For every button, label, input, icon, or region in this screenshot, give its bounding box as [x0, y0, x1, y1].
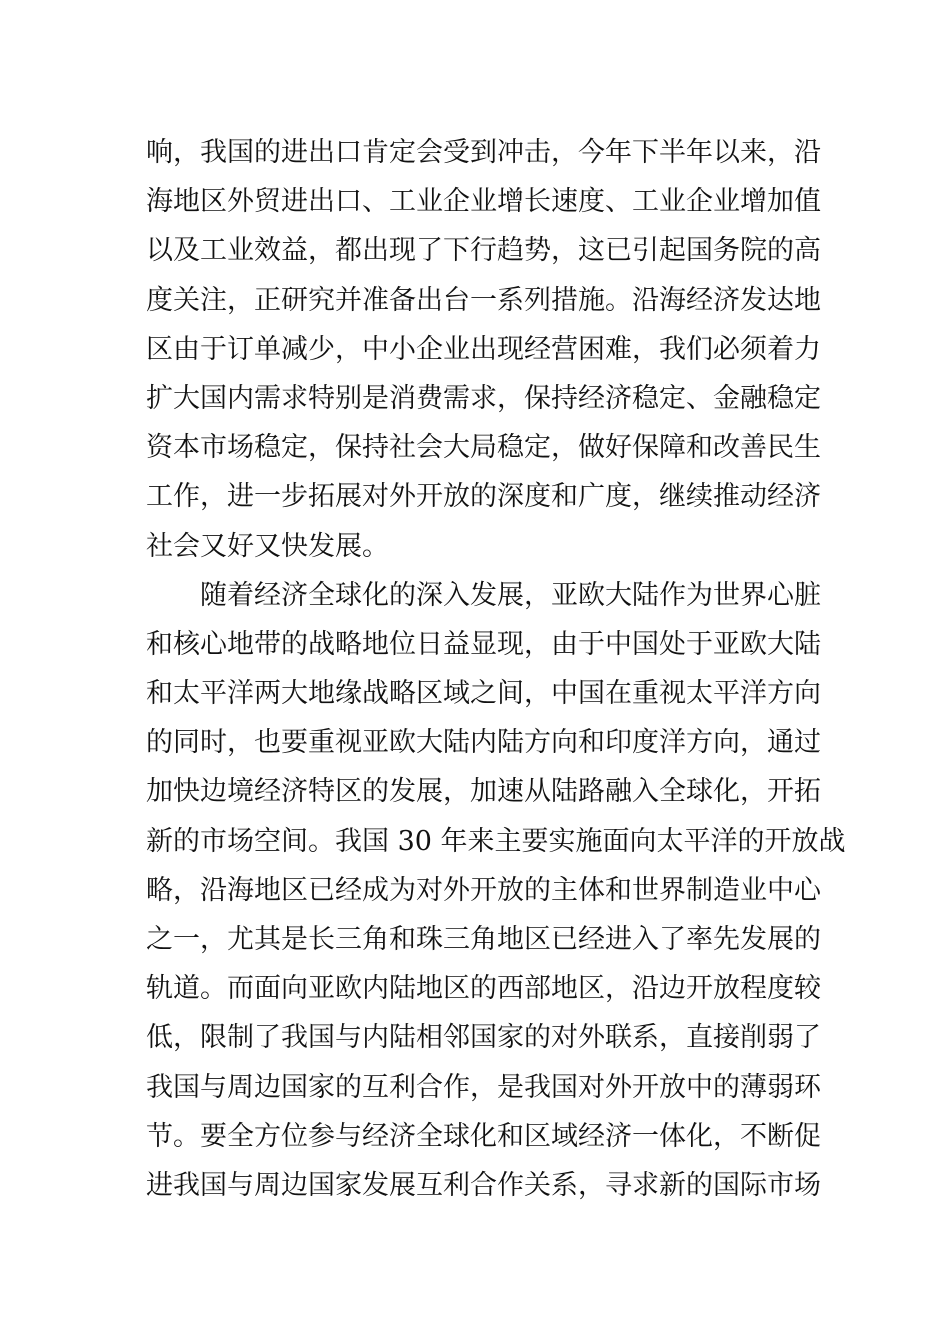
text-line: 新的市场空间。我国 30 年来主要实施面向太平洋的开放战 [146, 825, 846, 857]
text-line: 资本市场稳定，保持社会大局稳定，做好保障和改善民生 [146, 432, 821, 464]
text-line: 随着经济全球化的深入发展，亚欧大陆作为世界心脏 [200, 579, 821, 611]
paragraph-2 [146, 571, 846, 1210]
text-line: 低，限制了我国与内陆相邻国家的对外联系，直接削弱了 [146, 1022, 821, 1054]
text-line: 加快边境经济特区的发展，加速从陆路融入全球化，开拓 [146, 776, 821, 808]
text-line: 社会又好又快发展。 [146, 530, 389, 562]
text-line: 工作，进一步拓展对外开放的深度和广度，继续推动经济 [146, 481, 821, 513]
text-line: 以及工业效益，都出现了下行趋势，这已引起国务院的高 [146, 235, 821, 267]
text-line: 进我国与周边国家发展互利合作关系，寻求新的国际市场 [146, 1169, 821, 1201]
text-line: 和核心地带的战略地位日益显现，由于中国处于亚欧大陆 [146, 628, 821, 660]
text-line: 和太平洋两大地缘战略区域之间，中国在重视太平洋方向 [146, 678, 821, 710]
text-line: 响，我国的进出口肯定会受到冲击，今年下半年以来，沿 [146, 137, 821, 168]
text-line: 区由于订单减少，中小企业出现经营困难，我们必须着力 [146, 333, 821, 365]
text-line: 扩大国内需求特别是消费需求，保持经济稳定、金融稳定 [146, 382, 821, 414]
text-line: 度关注，正研究并准备出台一系列措施。沿海经济发达地 [146, 284, 821, 316]
document-body [146, 128, 846, 1210]
text-line: 我国与周边国家的互利合作，是我国对外开放中的薄弱环 [146, 1071, 821, 1103]
text-line: 轨道。而面向亚欧内陆地区的西部地区，沿边开放程度较 [146, 973, 821, 1005]
text-line: 略，沿海地区已经成为对外开放的主体和世界制造业中心 [146, 874, 821, 906]
text-line: 海地区外贸进出口、工业企业增长速度、工业企业增加值 [146, 186, 821, 218]
text-line: 之一，尤其是长三角和珠三角地区已经进入了率先发展的 [146, 924, 821, 955]
text-line: 的同时，也要重视亚欧大陆内陆方向和印度洋方向，通过 [146, 727, 821, 759]
text-line: 节。要全方位参与经济全球化和区域经济一体化，不断促 [146, 1120, 821, 1152]
paragraph-1 [146, 128, 821, 571]
